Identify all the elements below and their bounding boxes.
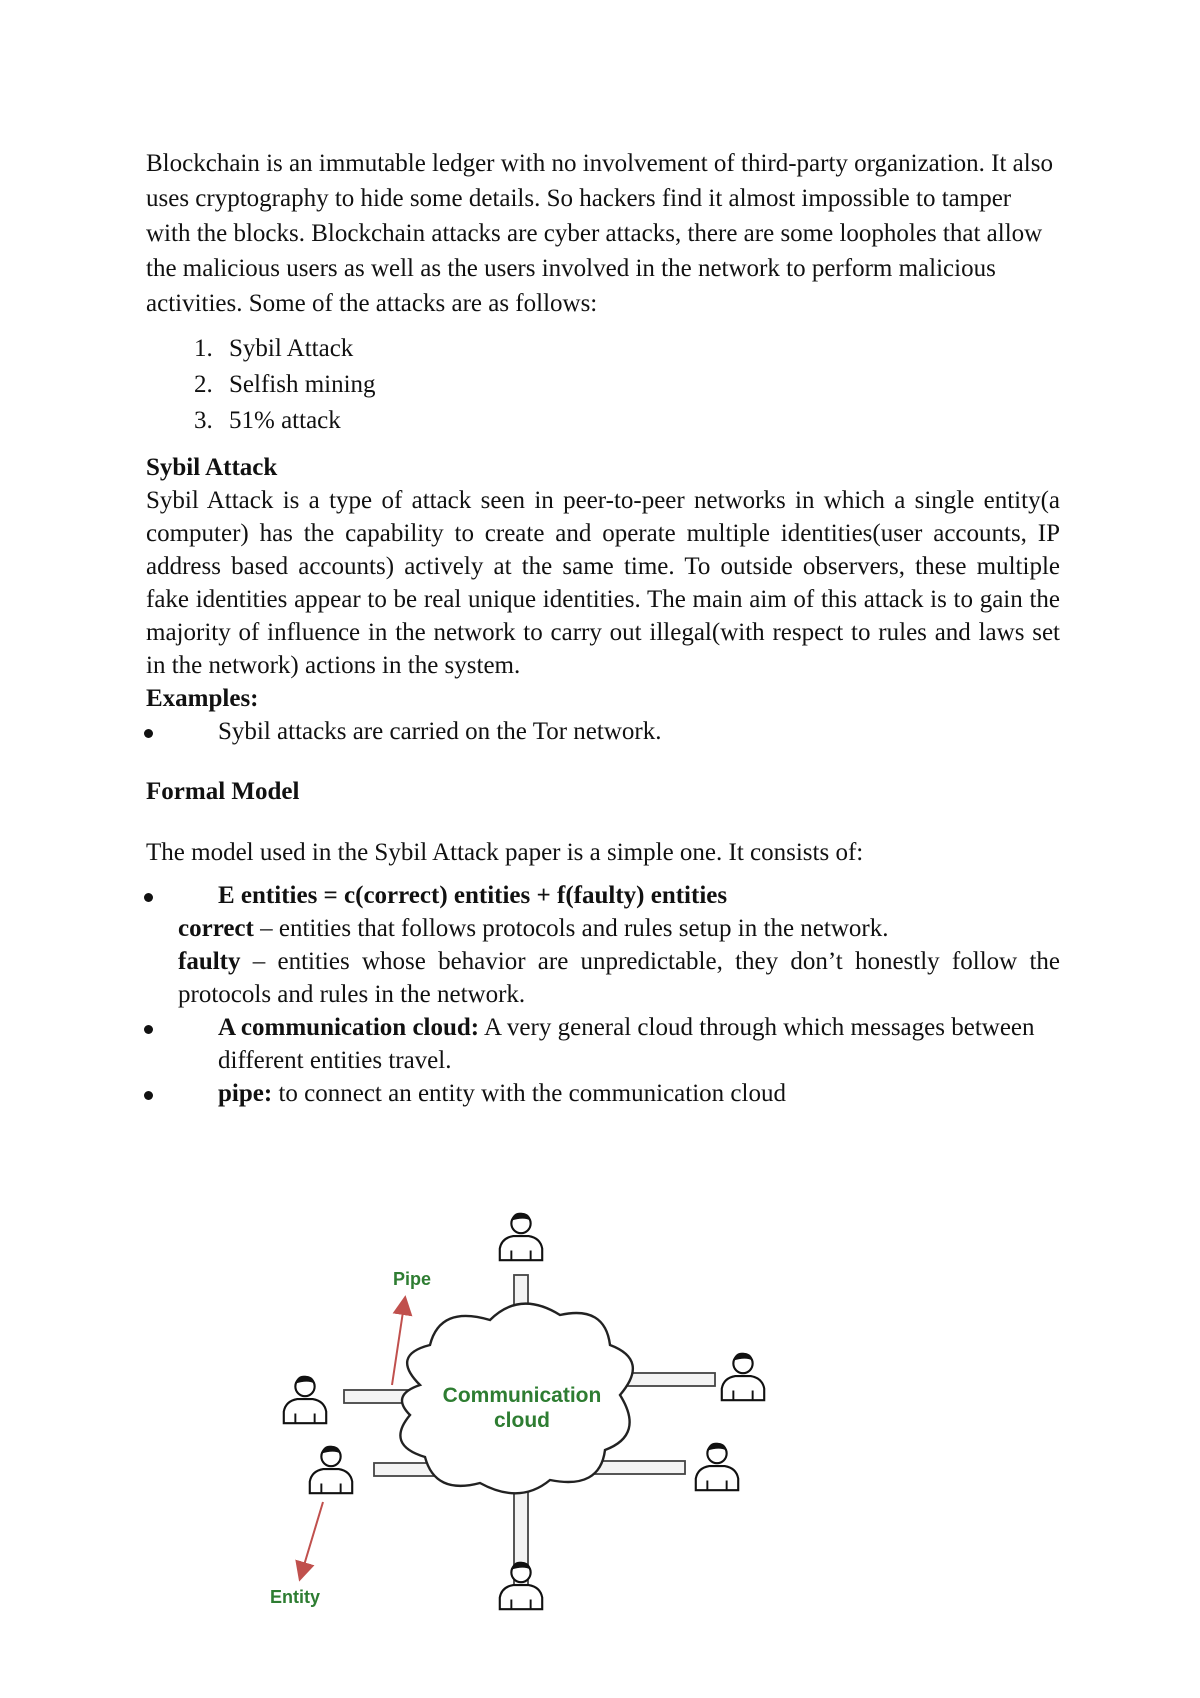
formal-list: [146, 879, 1060, 1110]
list-item: [146, 1011, 1060, 1077]
formal-intro: The model used in the Sybil Attack paper is a simple one. It consists of:: [146, 839, 864, 866]
intro-paragraph: Blockchain is an immutable ledger with no involvement of third-party organization. It also uses cryptography to hide some details. So hackers find it almost impossible to tamper with the blocks. Blockchain attacks are cyber attacks, there are some loopholes that allow the malicious users as well as the users involved in the network to perform malicious activities. Some of the attacks are as follows:: [146, 150, 1053, 317]
correct-text: – entities that follows protocols and rules setup in the network.: [253, 915, 889, 942]
list-item: 2. Selfish mining: [219, 367, 1060, 403]
person-icon: [696, 1443, 738, 1490]
formal-heading: Formal Model: [146, 778, 300, 805]
list-item: 3. 51% attack: [219, 403, 1060, 439]
entity-label: Entity: [270, 1587, 321, 1607]
faulty-text: – entities whose behavior are unpredictable, they don’t honestly follow the protocols and rules in the network.: [178, 948, 1060, 1008]
pipe-label: Pipe: [393, 1269, 432, 1289]
document-page: [146, 146, 1060, 1110]
person-icon: [722, 1353, 764, 1400]
faulty-definition: [178, 945, 1060, 1011]
cloud-item: [218, 1011, 1060, 1077]
attack-list: [146, 331, 1060, 439]
person-icon: [284, 1376, 326, 1423]
cloud-label-line1: Communication: [442, 1384, 602, 1407]
item-bold: A communication cloud:: [218, 1014, 480, 1041]
item-bold: E entities = c(correct) entities + f(faulty) entities: [218, 882, 728, 909]
examples-heading: Examples:: [146, 685, 259, 712]
list-item: [146, 879, 1060, 1011]
sybil-paragraph: Sybil Attack is a type of attack seen in peer-to-peer networks in which a single entity(a computer) has the capability to create and operate multiple identities(user accounts, IP address based accounts) actively at the same time. To outside observers, these multiple fake identities appear to be real unique identities. The main aim of this attack is to gain the majority of influence in the network to carry out illegal(with respect to rules and laws set in the network) actions in the system.: [146, 487, 1060, 679]
pipe-arrow: [392, 1305, 404, 1385]
examples-list: [146, 715, 1060, 748]
pipe-right-lower: [590, 1461, 685, 1474]
list-item: Sybil attacks are carried on the Tor network.: [146, 715, 1060, 748]
term-faulty: faulty: [178, 948, 241, 975]
entity-arrow: [302, 1502, 323, 1572]
communication-cloud-diagram: [260, 1195, 800, 1615]
item-bold: pipe:: [218, 1080, 273, 1107]
cloud-label-line2: cloud: [494, 1409, 550, 1432]
list-item: [146, 1077, 1060, 1110]
item-text: A very general cloud through which messages between different entities travel.: [218, 1014, 1035, 1074]
term-correct: correct: [178, 915, 254, 942]
person-icon: [500, 1562, 542, 1609]
pipe-right-upper: [620, 1373, 715, 1386]
person-icon: [500, 1213, 542, 1260]
item-text: to connect an entity with the communication cloud: [272, 1080, 786, 1107]
sybil-heading: Sybil Attack: [146, 454, 278, 481]
correct-definition: [178, 912, 1060, 945]
person-icon: [310, 1446, 352, 1493]
list-item: 1. Sybil Attack: [219, 331, 1060, 367]
